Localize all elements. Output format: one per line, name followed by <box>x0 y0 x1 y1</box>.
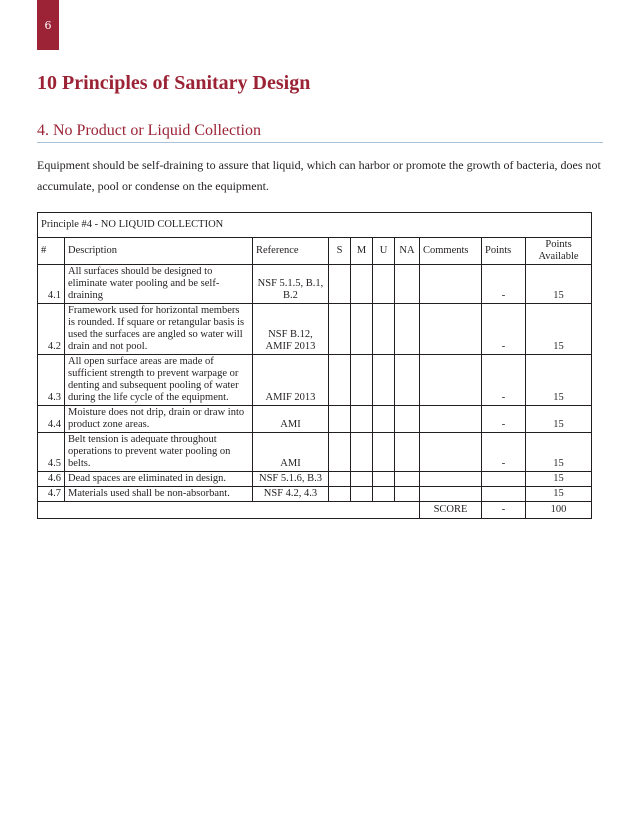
row-m <box>351 265 373 304</box>
table-caption: Principle #4 - NO LIQUID COLLECTION <box>38 213 592 238</box>
intro-paragraph: Equipment should be self-draining to assure that liquid, which can harbor or promote the growth of bacteria, does not accumulate, pool or condense on the equipment. <box>37 158 601 193</box>
score-row <box>38 502 592 519</box>
header-na: NA <box>395 238 420 265</box>
row-num: 4.2 <box>38 304 65 355</box>
row-description: Dead spaces are eliminated in design. <box>65 472 253 487</box>
row-s <box>329 304 351 355</box>
row-points <box>482 472 526 487</box>
row-s <box>329 433 351 472</box>
row-points: - <box>482 406 526 433</box>
table-row <box>38 433 592 472</box>
row-description: Framework used for horizontal members is rounded. If square or retangular basis is used the surfaces are angled so water will drain and not pool. <box>65 304 253 355</box>
header-points-available: Points Available <box>526 238 592 265</box>
row-reference: NSF 5.1.5, B.1, B.2 <box>253 265 329 304</box>
row-points: - <box>482 355 526 406</box>
section-divider <box>37 142 603 143</box>
score-points: - <box>482 502 526 519</box>
row-m <box>351 304 373 355</box>
row-reference: NSF 5.1.6, B.3 <box>253 472 329 487</box>
row-comments <box>420 355 482 406</box>
header-comments: Comments <box>420 238 482 265</box>
row-reference: AMI <box>253 406 329 433</box>
row-na <box>395 472 420 487</box>
score-label: SCORE <box>420 502 482 519</box>
row-s <box>329 487 351 502</box>
row-m <box>351 355 373 406</box>
table-row <box>38 406 592 433</box>
section-title: 4. No Product or Liquid Collection <box>37 122 261 139</box>
row-points-available: 15 <box>526 304 592 355</box>
row-reference: NSF 4.2, 4.3 <box>253 487 329 502</box>
table-row <box>38 355 592 406</box>
row-points: - <box>482 433 526 472</box>
row-s <box>329 265 351 304</box>
row-points-available: 15 <box>526 433 592 472</box>
row-m <box>351 487 373 502</box>
row-u <box>373 487 395 502</box>
row-m <box>351 406 373 433</box>
table-row <box>38 472 592 487</box>
page-number: 6 <box>37 0 59 50</box>
row-points: - <box>482 304 526 355</box>
row-na <box>395 433 420 472</box>
row-s <box>329 406 351 433</box>
row-na <box>395 265 420 304</box>
row-points-available: 15 <box>526 472 592 487</box>
row-na <box>395 304 420 355</box>
header-description: Description <box>65 238 253 265</box>
row-description: All open surface areas are made of sufficient strength to prevent warpage or denting and subsequent pooling of water during the life cycle of the equipment. <box>65 355 253 406</box>
row-comments <box>420 406 482 433</box>
row-description: All surfaces should be designed to eliminate water pooling and be self-draining <box>65 265 253 304</box>
row-points-available: 15 <box>526 265 592 304</box>
row-m <box>351 433 373 472</box>
row-description: Belt tension is adequate throughout operations to prevent water pooling on belts. <box>65 433 253 472</box>
page-title: 10 Principles of Sanitary Design <box>37 72 311 94</box>
row-m <box>351 472 373 487</box>
row-points: - <box>482 265 526 304</box>
row-u <box>373 355 395 406</box>
row-points-available: 15 <box>526 487 592 502</box>
row-points-available: 15 <box>526 355 592 406</box>
score-points-available: 100 <box>526 502 592 519</box>
row-comments <box>420 433 482 472</box>
row-description: Moisture does not drip, drain or draw into product zone areas. <box>65 406 253 433</box>
row-num: 4.6 <box>38 472 65 487</box>
row-reference: AMIF 2013 <box>253 355 329 406</box>
row-num: 4.7 <box>38 487 65 502</box>
table-row <box>38 265 592 304</box>
row-u <box>373 433 395 472</box>
table-row <box>38 304 592 355</box>
row-na <box>395 406 420 433</box>
row-comments <box>420 487 482 502</box>
row-reference: AMI <box>253 433 329 472</box>
row-s <box>329 355 351 406</box>
row-u <box>373 304 395 355</box>
row-reference: NSF B.12, AMIF 2013 <box>253 304 329 355</box>
row-num: 4.5 <box>38 433 65 472</box>
header-s: S <box>329 238 351 265</box>
row-num: 4.1 <box>38 265 65 304</box>
row-comments <box>420 472 482 487</box>
row-u <box>373 265 395 304</box>
header-points: Points <box>482 238 526 265</box>
row-s <box>329 472 351 487</box>
header-reference: Reference <box>253 238 329 265</box>
row-comments <box>420 265 482 304</box>
principle-table <box>37 212 592 519</box>
row-na <box>395 487 420 502</box>
row-points-available: 15 <box>526 406 592 433</box>
table-row <box>38 487 592 502</box>
row-num: 4.3 <box>38 355 65 406</box>
row-comments <box>420 304 482 355</box>
row-num: 4.4 <box>38 406 65 433</box>
row-u <box>373 472 395 487</box>
row-u <box>373 406 395 433</box>
row-points <box>482 487 526 502</box>
header-m: M <box>351 238 373 265</box>
header-u: U <box>373 238 395 265</box>
row-na <box>395 355 420 406</box>
score-spacer <box>38 502 420 519</box>
row-description: Materials used shall be non-absorbant. <box>65 487 253 502</box>
header-num: # <box>38 238 65 265</box>
